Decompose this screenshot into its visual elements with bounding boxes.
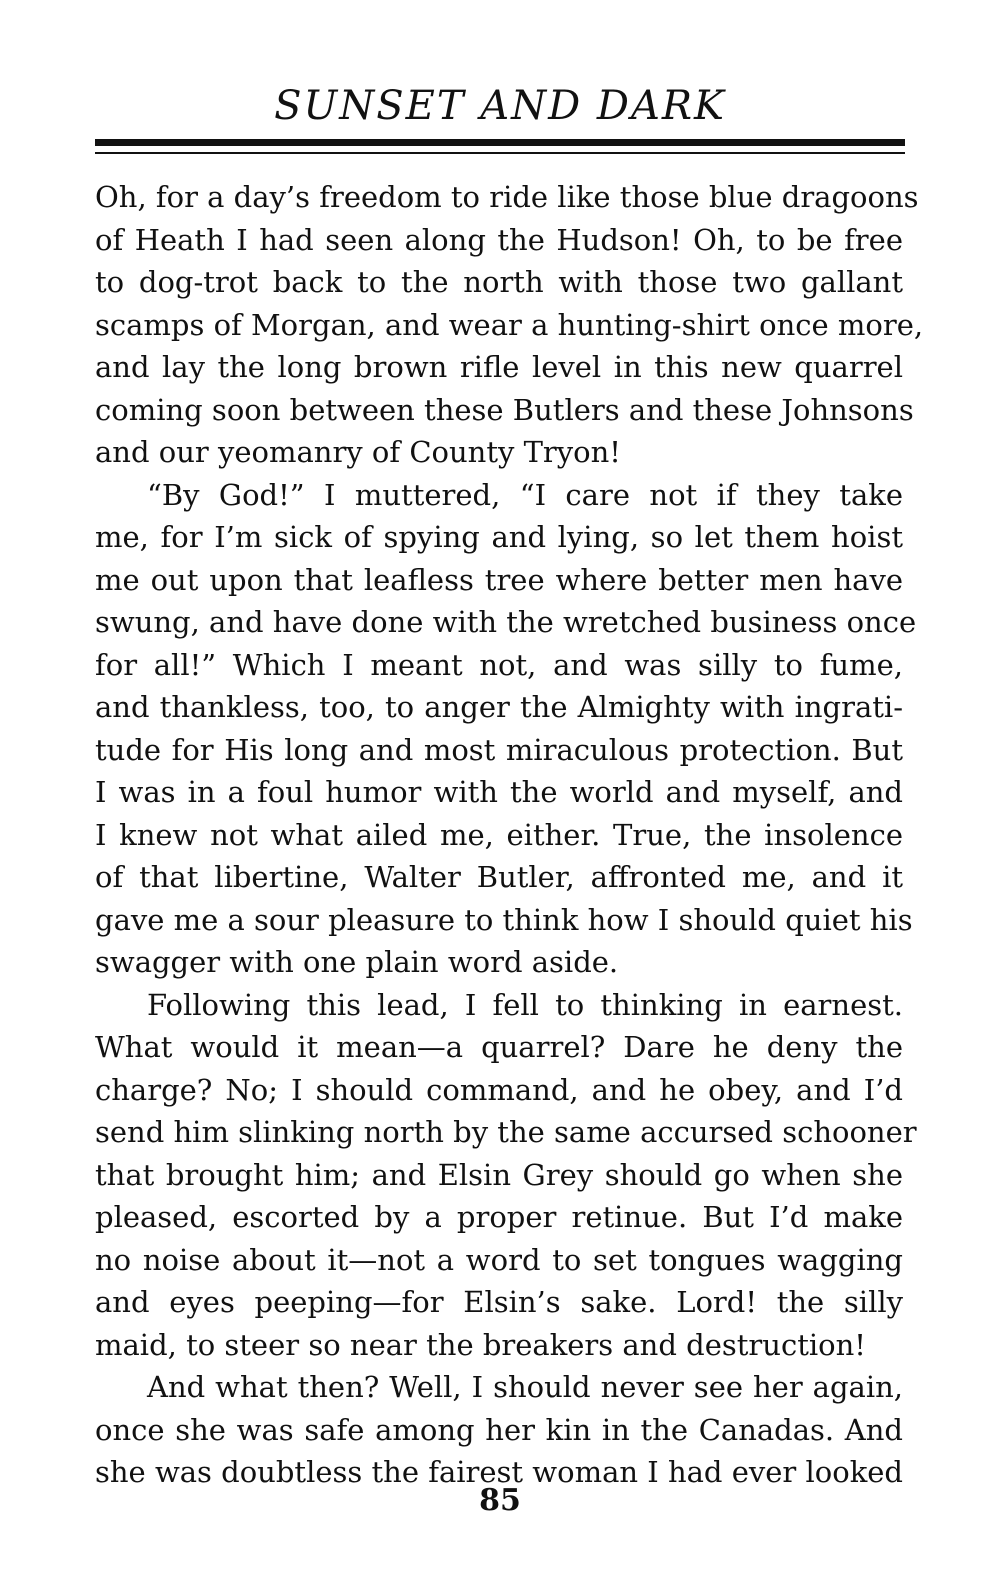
text-line: maid, to steer so near the breakers and destruction!: [95, 1327, 866, 1362]
text-line: me, for I’m sick of spying and lying, so let them hoist: [95, 520, 903, 554]
text-line: once she was safe among her kin in the Canadas. And: [95, 1412, 903, 1447]
text-line: I knew not what ailed me, either. True, the insolence: [95, 817, 903, 852]
text-line: and lay the long brown rifle level in this new quarrel: [95, 350, 903, 384]
text-line: charge? No; I should command, and he obey, and I’d: [95, 1072, 903, 1107]
page-number: 85: [479, 1483, 521, 1518]
text-line: send him slinking north by the same accursed schooner: [95, 1115, 917, 1149]
text-line: tude for His long and most miraculous protection. But: [95, 732, 903, 767]
running-title: SUNSET AND DARK: [274, 83, 726, 129]
header-rule-thin: [95, 152, 905, 154]
text-line: and eyes peeping—for Elsin’s sake. Lord! the silly: [95, 1285, 903, 1319]
text-line: she was doubtless the fairest woman I had ever looked: [95, 1455, 903, 1489]
text-line: that brought him; and Elsin Grey should go when she: [95, 1157, 903, 1192]
text-line: And what then? Well, I should never see her again,: [147, 1370, 903, 1404]
text-line: Oh, for a day’s freedom to ride like those blue dragoons: [95, 180, 919, 214]
text-line: I was in a foul humor with the world and myself, and: [95, 775, 903, 809]
text-line: “By God!” I muttered, “I care not if they take: [147, 477, 903, 512]
header-rule-thick: [95, 139, 905, 146]
body-text: [95, 176, 924, 1494]
text-line: for all!” Which I meant not, and was silly to fume,: [95, 647, 903, 682]
text-line: What would it mean—a quarrel? Dare he deny the: [95, 1030, 903, 1064]
text-line: swagger with one plain word aside.: [95, 945, 619, 979]
text-line: of that libertine, Walter Butler, affronted me, and it: [95, 860, 903, 894]
text-line: Following this lead, I fell to thinking in earnest.: [147, 987, 903, 1022]
text-line: coming soon between these Butlers and these Johnsons: [95, 392, 914, 427]
text-line: no noise about it—not a word to set tongues wagging: [95, 1242, 903, 1277]
text-line: and our yeomanry of County Tryon!: [95, 435, 621, 469]
text-line: gave me a sour pleasure to think how I should quiet his: [95, 902, 913, 937]
text-line: me out upon that leafless tree where better men have: [95, 562, 903, 597]
text-line: scamps of Morgan, and wear a hunting-shirt once more,: [95, 307, 924, 342]
text-line: swung, and have done with the wretched business once: [95, 605, 917, 639]
text-line: to dog-trot back to the north with those two gallant: [95, 265, 903, 299]
text-line: and thankless, too, to anger the Almighty with ingrati-: [95, 690, 903, 724]
text-line: of Heath I had seen along the Hudson! Oh, to be free: [95, 222, 903, 257]
text-line: pleased, escorted by a proper retinue. But I’d make: [95, 1200, 903, 1234]
